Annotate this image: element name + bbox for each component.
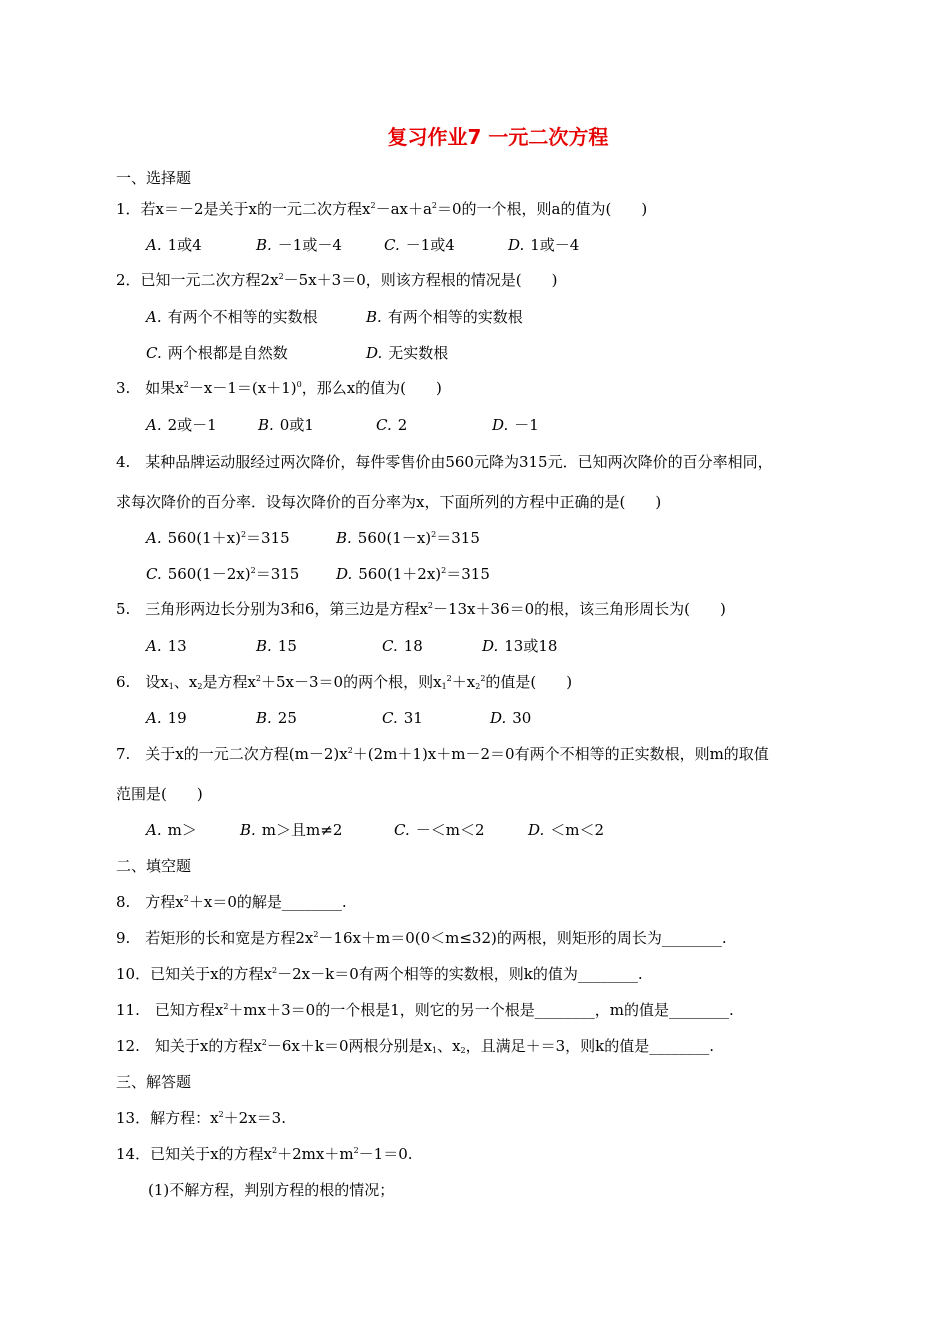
question-7-line-1: 7. 关于x的一元二次方程$(m-2)x^2+(2m+1)x+m-2=0$有两个不相等的正实数根，则m的取值: [116, 745, 769, 763]
q5-option-a: A. 13: [146, 637, 187, 655]
q3-option-d: D. －1: [492, 416, 539, 434]
q3-option-b: B. 0或1: [258, 416, 314, 434]
question-14: 14．已知关于x的方程$x^2+2mx+m^2-1=0$.: [116, 1145, 413, 1163]
q4-option-b: B. $560(1-x)^2=315$: [336, 529, 480, 547]
q7-option-c: C. －＜m＜2: [394, 821, 485, 839]
q4-option-c: C. $560(1-2x)^2=315$: [146, 565, 300, 583]
question-7-line-2: 范围是( ): [116, 785, 203, 803]
question-2: 2．已知一元二次方程$2x^2-5x+3=0$，则该方程根的情况是( ): [116, 271, 558, 289]
q1-option-b: B. －1或－4: [256, 236, 342, 254]
q6-option-b: B. 25: [256, 709, 297, 727]
q3-option-a: A. 2或－1: [146, 416, 217, 434]
q6-option-d: D. 30: [490, 709, 532, 727]
q4-option-d: D. $560(1+2x)^2=315$: [336, 565, 490, 583]
section-heading-fill: 二、填空题: [116, 857, 192, 875]
q1-option-d: D. 1或－4: [508, 236, 580, 254]
q2-option-d: D. 无实数根: [366, 344, 449, 362]
q5-option-b: B. 15: [256, 637, 297, 655]
question-10: 10．已知关于x的方程$x^2-2x-k=0$有两个相等的实数根，则k的值为________.: [116, 965, 643, 983]
question-14-part-1: (1)不解方程，判别方程的根的情况；: [148, 1181, 395, 1199]
page-title: 复习作业7 一元二次方程: [387, 125, 609, 149]
question-4-line-1: 4. 某种品牌运动服经过两次降价，每件零售价由560元降为315元．已知两次降价的百分率相同，: [116, 453, 773, 471]
q6-option-a: A. 19: [146, 709, 187, 727]
q3-option-c: C. 2: [376, 416, 408, 434]
question-5: 5. 三角形两边长分别为3和6，第三边是方程$x^2-13x+36=0$的根，该三角形周长为( ): [116, 600, 726, 618]
q2-option-b: B. 有两个相等的实数根: [366, 308, 523, 326]
q1-option-a: A. 1或4: [146, 236, 202, 254]
section-heading-solve: 三、解答题: [116, 1073, 192, 1091]
question-9: 9. 若矩形的长和宽是方程$2x^2-16x+m=0(0<m\le 32)$的两根，则矩形的周长为________.: [116, 929, 727, 947]
q7-option-d: D. ＜m＜2: [528, 821, 605, 839]
question-11: 11. 已知方程$x^2+mx+3=0$的一个根是1，则它的另一个根是________，m的值是________.: [116, 1001, 734, 1019]
q1-option-c: C. －1或4: [384, 236, 455, 254]
q2-option-a: A. 有两个不相等的实数根: [146, 308, 318, 326]
section-heading-choice: 一、选择题: [116, 169, 192, 187]
question-13: 13．解方程：$x^2+2x=3$.: [116, 1109, 286, 1127]
q7-option-b: B. m＞且m≠2: [240, 821, 343, 839]
q5-option-c: C. 18: [382, 637, 423, 655]
question-3: 3. 如果$x^2-x-1=(x+1)^0$，那么x的值为( ): [116, 379, 442, 397]
q5-option-d: D. 13或18: [482, 637, 558, 655]
question-6: 6. 设$x_1$、$x_2$是方程$x^2+5x-3=0$的两个根，则$x_1^2+x_2^2$的值是( ): [116, 673, 573, 691]
question-8: 8. 方程$x^2+x=0$的解是________.: [116, 893, 347, 911]
q6-option-c: C. 31: [382, 709, 423, 727]
question-4-line-2: 求每次降价的百分率．设每次降价的百分率为x，下面所列的方程中正确的是( ): [116, 493, 662, 511]
q2-option-c: C. 两个根都是自然数: [146, 344, 288, 362]
question-1: 1．若x＝－2是关于x的一元二次方程$x^2-ax+a^2=0$的一个根，则a的值为( ): [116, 200, 648, 218]
q7-option-a: A. m＞: [146, 821, 197, 839]
question-12: 12. 知关于x的方程$x^2-6x+k=0$两根分别是$x_1$、$x_2$，且满足＋＝3，则k的值是________.: [116, 1037, 715, 1055]
q4-option-a: A. $560(1+x)^2=315$: [146, 529, 290, 547]
